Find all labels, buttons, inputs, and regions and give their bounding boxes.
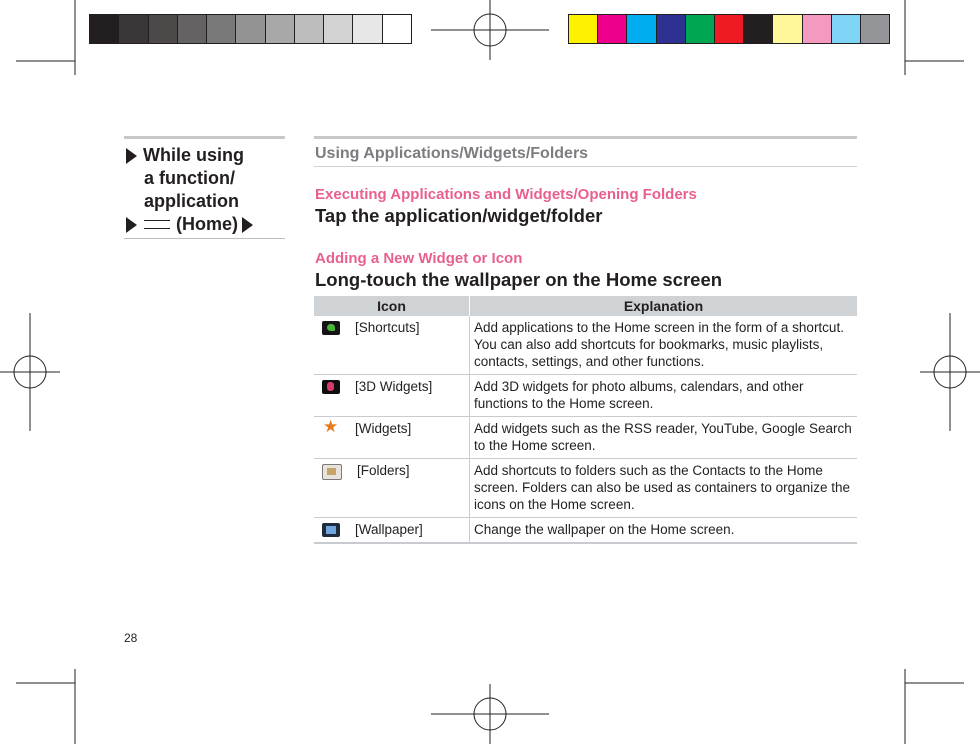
triangle-arrow-icon: [126, 148, 137, 164]
sidebar-bottom-rule: [124, 238, 285, 239]
gray-swatch: [295, 15, 324, 43]
widgets-icon: [322, 422, 340, 436]
shortcuts-icon: [322, 321, 340, 335]
section-title: Using Applications/Widgets/Folders: [315, 145, 589, 162]
gray-swatch: [236, 15, 265, 43]
item-label: [Shortcuts]: [355, 320, 420, 335]
item-label: [Folders]: [357, 463, 410, 478]
explanation-cell: Add 3D widgets for photo albums, calendars, and other functions to the Home screen.: [470, 375, 858, 417]
item-label: [Wallpaper]: [355, 522, 423, 537]
operation-path-line: [126, 190, 286, 213]
gray-swatch: [119, 15, 148, 43]
table-row: [314, 316, 857, 375]
icon-cell: [314, 459, 470, 518]
operation-path-text: a function/: [144, 168, 235, 188]
table-row: [314, 459, 857, 518]
home-key-icon: [144, 220, 170, 229]
color-swatch: [569, 15, 598, 43]
color-swatch: [627, 15, 656, 43]
operation-path-line: [126, 144, 286, 167]
gray-swatch: [324, 15, 353, 43]
instruction-tap: Tap the application/widget/folder: [315, 205, 603, 226]
menu-items-table: [314, 296, 857, 544]
explanation-cell: Add widgets such as the RSS reader, YouTube, Google Search to the Home screen.: [470, 417, 858, 459]
subheading-executing: Executing Applications and Widgets/Opening Folders: [315, 186, 697, 203]
icon-cell: [314, 316, 470, 375]
icon-cell: [314, 417, 470, 459]
color-swatch: [832, 15, 861, 43]
sidebar-top-rule: [124, 136, 285, 139]
section-top-rule: [314, 136, 857, 139]
folders-icon: [322, 464, 342, 480]
color-swatch: [686, 15, 715, 43]
color-swatch: [773, 15, 802, 43]
item-label: [Widgets]: [355, 421, 412, 436]
color-swatch: [861, 15, 889, 43]
wallpaper-icon: [322, 523, 340, 537]
operation-path-line: [126, 213, 286, 236]
3d-widgets-icon: [322, 380, 340, 394]
gray-swatch: [178, 15, 207, 43]
instruction-long-touch: Long-touch the wallpaper on the Home screen: [315, 269, 723, 290]
explanation-cell: Add shortcuts to folders such as the Contacts to the Home screen. Folders can also be used as containers to organize the icons on the Home screen.: [470, 459, 858, 518]
gray-swatch: [207, 15, 236, 43]
triangle-arrow-icon: [242, 217, 253, 233]
column-header-icon: Icon: [314, 296, 470, 316]
icon-cell: [314, 375, 470, 417]
gray-swatch: [90, 15, 119, 43]
table-row: [314, 518, 857, 544]
color-swatch: [715, 15, 744, 43]
table-row: [314, 375, 857, 417]
home-key-label: (Home): [176, 214, 238, 234]
grayscale-color-bar: [89, 14, 412, 44]
gray-swatch: [353, 15, 382, 43]
page-number: 28: [124, 631, 138, 645]
icon-cell: [314, 518, 470, 544]
explanation-cell: Change the wallpaper on the Home screen.: [470, 518, 858, 544]
color-swatch: [803, 15, 832, 43]
process-color-bar: [568, 14, 890, 44]
operation-path-text: application: [144, 191, 240, 211]
color-swatch: [744, 15, 773, 43]
table-row: [314, 417, 857, 459]
operation-path-text: While using: [143, 145, 244, 165]
operation-path-line: [126, 167, 286, 190]
explanation-cell: Add applications to the Home screen in the form of a shortcut. You can also add shortcuts for bookmarks, music playlists, contacts, settings, and other functions.: [474, 320, 844, 369]
table-header-row: [314, 296, 857, 316]
section-divider: [314, 166, 857, 167]
color-swatch: [598, 15, 627, 43]
gray-swatch: [149, 15, 178, 43]
gray-swatch: [266, 15, 295, 43]
color-swatch: [657, 15, 686, 43]
item-label: [3D Widgets]: [355, 379, 433, 394]
triangle-arrow-icon: [126, 217, 137, 233]
column-header-explanation: Explanation: [470, 296, 858, 316]
gray-swatch: [383, 15, 411, 43]
subheading-adding: Adding a New Widget or Icon: [315, 250, 523, 267]
operation-path: [126, 144, 286, 236]
